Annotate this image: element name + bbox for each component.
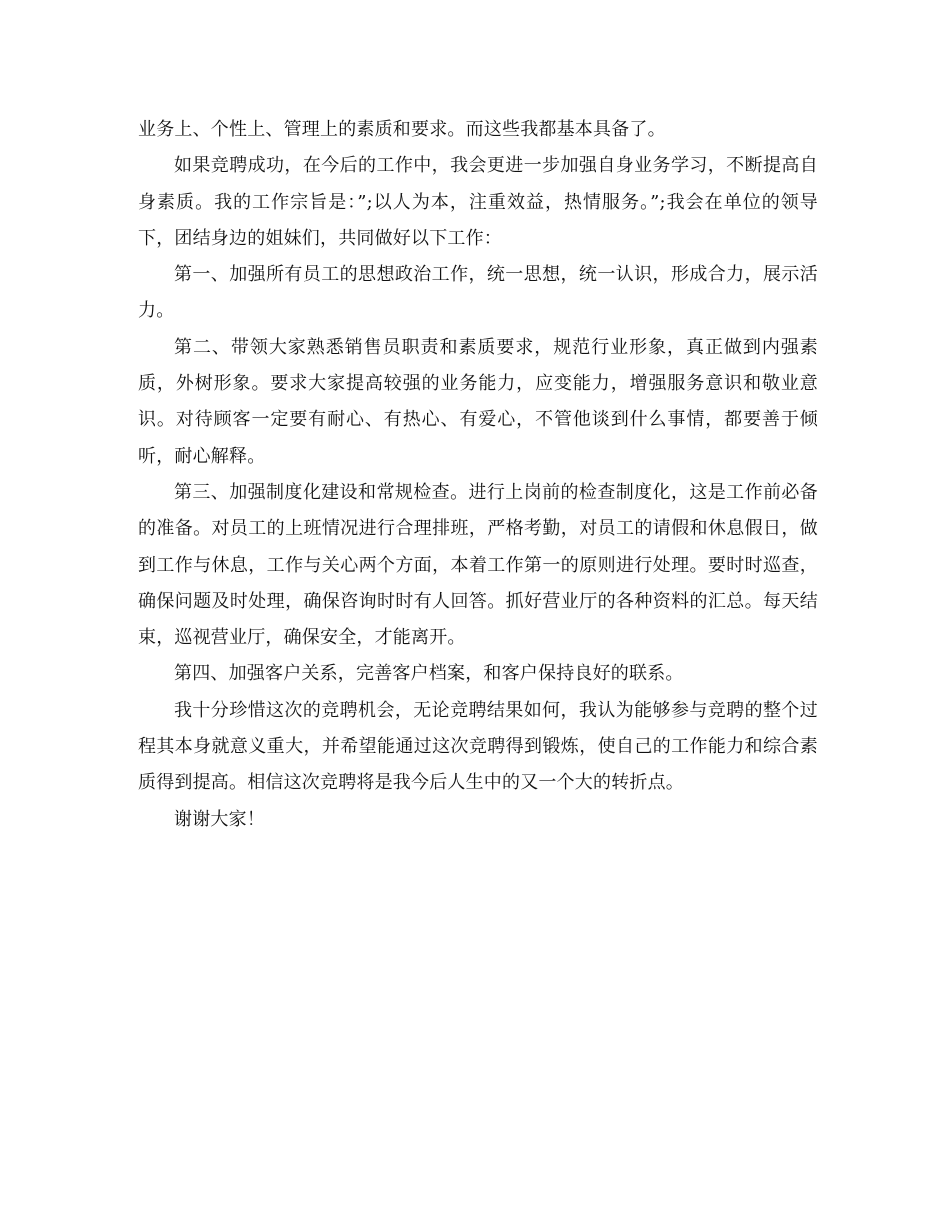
paragraph-point-three: 第三、加强制度化建设和常规检查。进行上岗前的检查制度化，这是工作前必备的准备。对员工的上班情况进行合理排班，严格考勤，对员工的请假和休息假日，做到工作与休息，工作与关心两个方面，本着工作第一的原则进行处理。要时时巡查，确保问题及时处理，确保咨询时时有人回答。抓好营业厅的各种资料的汇总。每天结束，巡视营业厅，确保安全，才能离开。 [138, 481, 818, 649]
paragraph-thanks: 谢谢大家！ [174, 808, 265, 830]
paragraph-point-two: 第二、带领大家熟悉销售员职责和素质要求，规范行业形象，真正做到内强素质，外树形象。要求大家提高较强的业务能力，应变能力，增强服务意识和敬业意识。对待顾客一定要有耐心、有热心、有爱心，不管他谈到什么事情，都要善于倾听，耐心解释。 [138, 336, 818, 467]
paragraph-point-one: 第一、加强所有员工的思想政治工作，统一思想，统一认识，形成合力，展示活力。 [138, 264, 818, 322]
paragraph-point-four: 第四、加强客户关系，完善客户档案，和客户保持良好的联系。 [174, 663, 684, 685]
paragraph-conclusion: 我十分珍惜这次的竞聘机会，无论竞聘结果如何，我认为能够参与竞聘的整个过程其本身就意义重大，并希望能通过这次竞聘得到锻炼，使自己的工作能力和综合素质得到提高。相信这次竞聘将是我今后人生中的又一个大的转折点。 [138, 699, 818, 794]
paragraph-commitment: 如果竞聘成功，在今后的工作中，我会更进一步加强自身业务学习，不断提高自身素质。我的工作宗旨是：”;以人为本，注重效益，热情服务。”;我会在单位的领导下，团结身边的姐妹们，共同做好以下工作： [138, 155, 818, 249]
document-page [138, 112, 818, 838]
paragraph-continuation: 业务上、个性上、管理上的素质和要求。而这些我都基本具备了。 [138, 119, 666, 140]
